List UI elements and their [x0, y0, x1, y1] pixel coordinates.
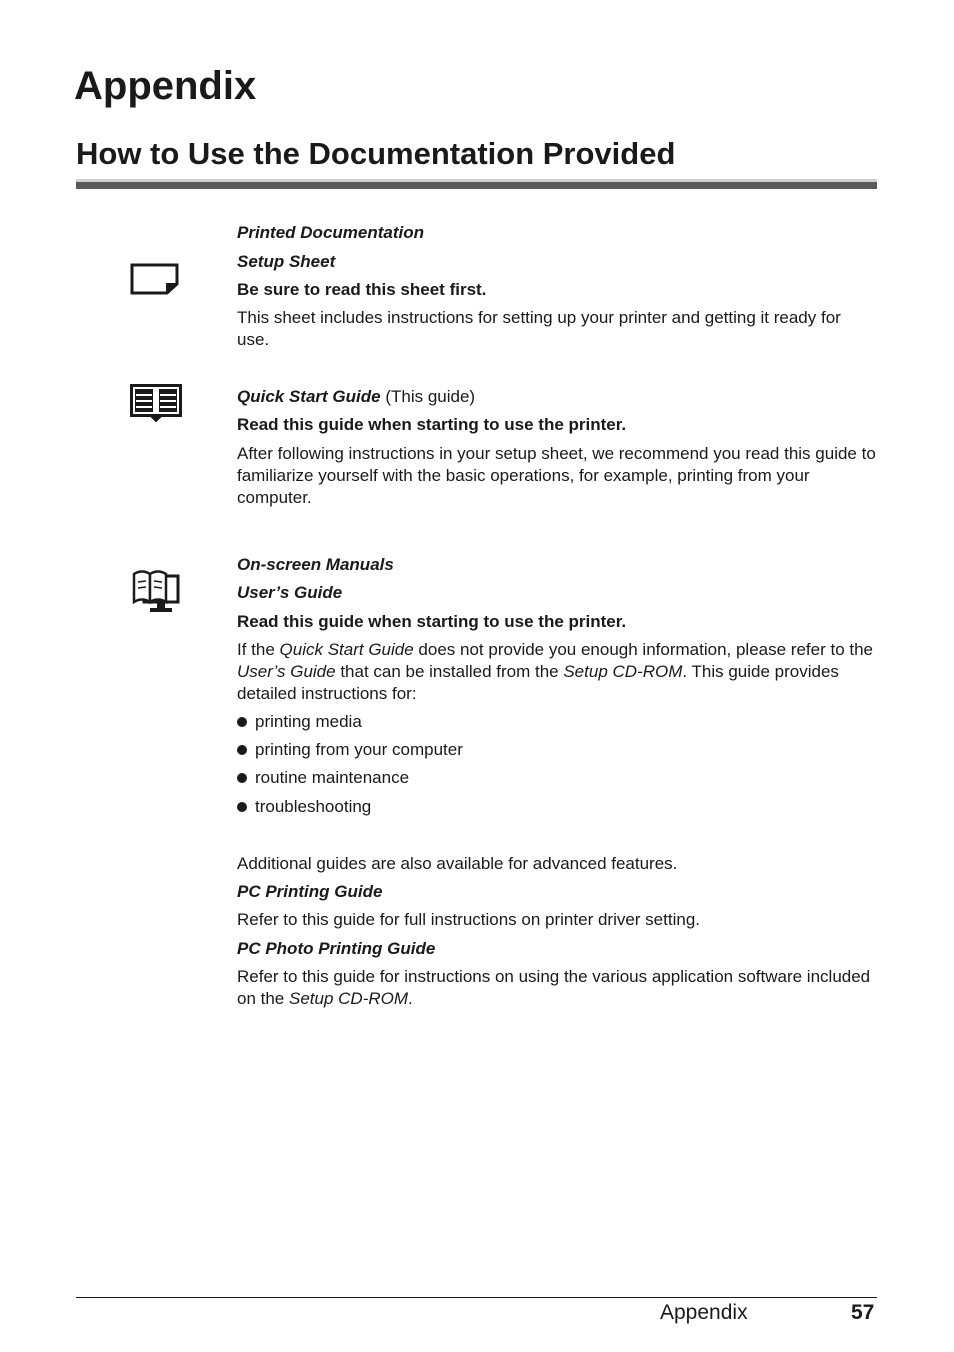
pc-printing-guide-desc: Refer to this guide for full instructions on printer driver setting. [237, 910, 700, 929]
pc-photo-guide-desc: Refer to this guide for instructions on using the various application software included on the Setup CD-ROM. [237, 967, 871, 1008]
sheet-icon [130, 262, 180, 296]
list-item: troubleshooting [237, 796, 371, 818]
ug-desc: If the Quick Start Guide does not provide you enough information, please refer to the User’s Guide that can be installed from the Setup CD-ROM. This guide provides detailed instructions for: [237, 640, 874, 703]
setup-sheet-desc: This sheet includes instructions for setting up your printer and getting it ready for use. [237, 308, 841, 349]
pc-printing-guide-title: PC Printing Guide [237, 882, 383, 901]
list-item: printing media [237, 711, 362, 733]
section-title: How to Use the Documentation Provided [76, 136, 676, 171]
footer-rule [76, 1297, 877, 1298]
setup-sheet-note: Be sure to read this sheet first. [237, 280, 487, 299]
section-rule [76, 179, 877, 189]
page-title: Appendix [74, 64, 257, 108]
setup-sheet-title: Setup Sheet [237, 252, 336, 271]
printed-heading: Printed Documentation [237, 223, 425, 242]
pc-photo-guide-title: PC Photo Printing Guide [237, 939, 436, 958]
qsg-desc: After following instructions in your setup sheet, we recommend you read this guide to familiarize yourself with the basic operations, for example, printing from your computer. [237, 444, 876, 507]
monitor-book-icon [130, 568, 182, 614]
page-number: 57 [851, 1301, 875, 1324]
additional-guides-text: Additional guides are also available for advanced features. [237, 854, 678, 873]
qsg-note: Read this guide when starting to use the printer. [237, 415, 627, 434]
qsg-suffix: (This guide) [380, 387, 476, 406]
list-item: routine maintenance [237, 767, 409, 789]
onscreen-heading: On-screen Manuals [237, 555, 394, 574]
qsg-title: Quick Start Guide [237, 387, 381, 406]
list-item: printing from your computer [237, 739, 463, 761]
book-icon [130, 384, 182, 422]
footer-section: Appendix [660, 1301, 748, 1324]
qsg-line [237, 386, 475, 408]
ug-note: Read this guide when starting to use the printer. [237, 612, 627, 631]
ug-title: User’s Guide [237, 583, 343, 602]
